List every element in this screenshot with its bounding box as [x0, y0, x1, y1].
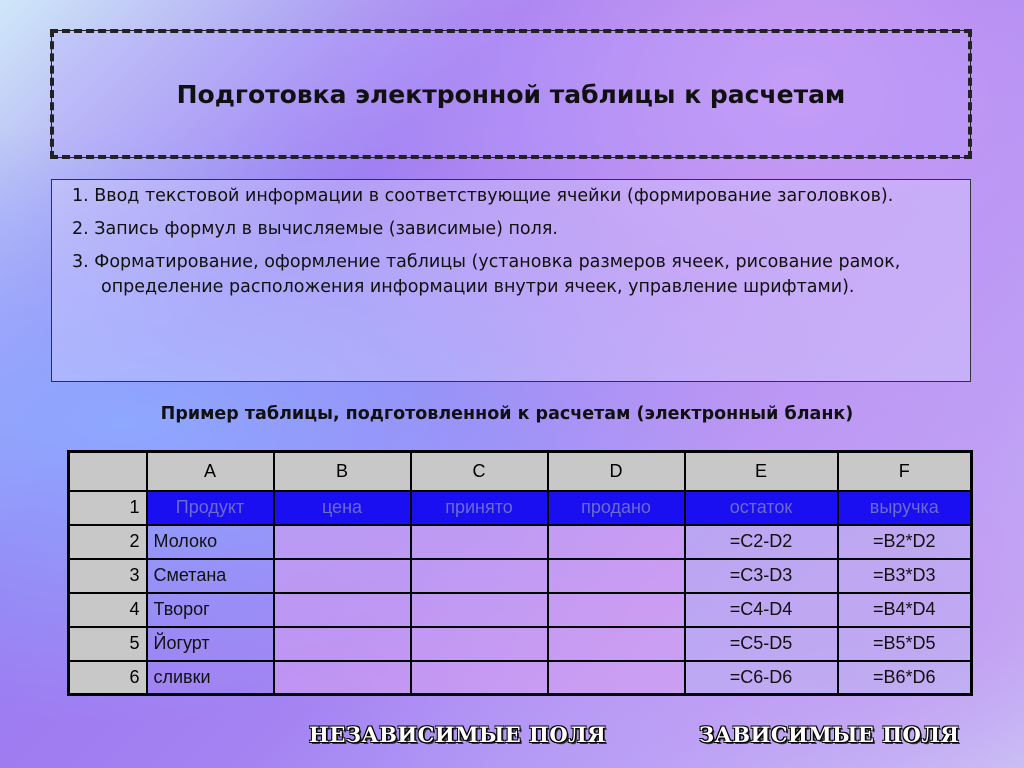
independent-fields-label: НЕЗАВИСИМЫЕ ПОЛЯ — [309, 722, 607, 747]
input-cell — [411, 593, 548, 627]
formula-cell: =C6-D6 — [685, 661, 838, 695]
table-row — [69, 661, 972, 695]
field-cell: продано — [548, 491, 685, 525]
input-cell — [274, 559, 411, 593]
example-caption: Пример таблицы, подготовленной к расчетам (электронный бланк) — [160, 404, 854, 424]
product-cell: Молоко — [147, 525, 274, 559]
input-cell — [548, 559, 685, 593]
input-cell — [274, 627, 411, 661]
input-cell — [548, 661, 685, 695]
column-header-b: B — [274, 452, 411, 491]
input-cell — [274, 661, 411, 695]
input-cell — [274, 525, 411, 559]
title-frame — [50, 29, 972, 159]
field-cell: Продукт — [147, 491, 274, 525]
formula-cell: =B4*D4 — [838, 593, 972, 627]
input-cell — [411, 525, 548, 559]
formula-cell: =B5*D5 — [838, 627, 972, 661]
row-header: 1 — [69, 491, 147, 525]
table-row — [69, 525, 972, 559]
field-cell: выручка — [838, 491, 972, 525]
input-cell — [548, 525, 685, 559]
column-header-d: D — [548, 452, 685, 491]
formula-cell: =B6*D6 — [838, 661, 972, 695]
input-cell — [548, 627, 685, 661]
formula-cell: =C4-D4 — [685, 593, 838, 627]
step-1: 1. Ввод текстовой информации в соответствующие ячейки (формирование заголовков). — [72, 186, 894, 206]
table-row — [69, 627, 972, 661]
product-cell: Творог — [147, 593, 274, 627]
column-header-row — [69, 452, 972, 491]
input-cell — [548, 593, 685, 627]
column-header-a: A — [147, 452, 274, 491]
column-header-c: C — [411, 452, 548, 491]
dependent-fields-label: ЗАВИСИМЫЕ ПОЛЯ — [699, 722, 960, 747]
slide-title: Подготовка электронной таблицы к расчетам — [176, 79, 846, 109]
input-cell — [411, 627, 548, 661]
input-cell — [411, 559, 548, 593]
field-cell: принято — [411, 491, 548, 525]
product-cell: Сметана — [147, 559, 274, 593]
row-header: 4 — [69, 593, 147, 627]
table-row — [69, 593, 972, 627]
formula-cell: =C5-D5 — [685, 627, 838, 661]
formula-cell: =C3-D3 — [685, 559, 838, 593]
row-header: 2 — [69, 525, 147, 559]
steps-panel — [51, 179, 971, 382]
corner-cell — [69, 452, 147, 491]
product-cell: сливки — [147, 661, 274, 695]
table-row — [69, 559, 972, 593]
field-names-row — [69, 491, 972, 525]
formula-cell: =C2-D2 — [685, 525, 838, 559]
product-cell: Йогурт — [147, 627, 274, 661]
row-header: 3 — [69, 559, 147, 593]
column-header-e: E — [685, 452, 838, 491]
field-cell: цена — [274, 491, 411, 525]
step-3: 3. Форматирование, оформление таблицы (установка размеров ячеек, рисование рамок, определение расположения информации внутри ячеек, управление шрифтами). — [72, 252, 901, 297]
row-header: 5 — [69, 627, 147, 661]
column-header-f: F — [838, 452, 972, 491]
step-2: 2. Запись формул в вычисляемые (зависимые) поля. — [72, 219, 558, 239]
input-cell — [274, 593, 411, 627]
input-cell — [411, 661, 548, 695]
row-header: 6 — [69, 661, 147, 695]
spreadsheet-table — [67, 450, 973, 696]
formula-cell: =B3*D3 — [838, 559, 972, 593]
field-cell: остаток — [685, 491, 838, 525]
formula-cell: =B2*D2 — [838, 525, 972, 559]
